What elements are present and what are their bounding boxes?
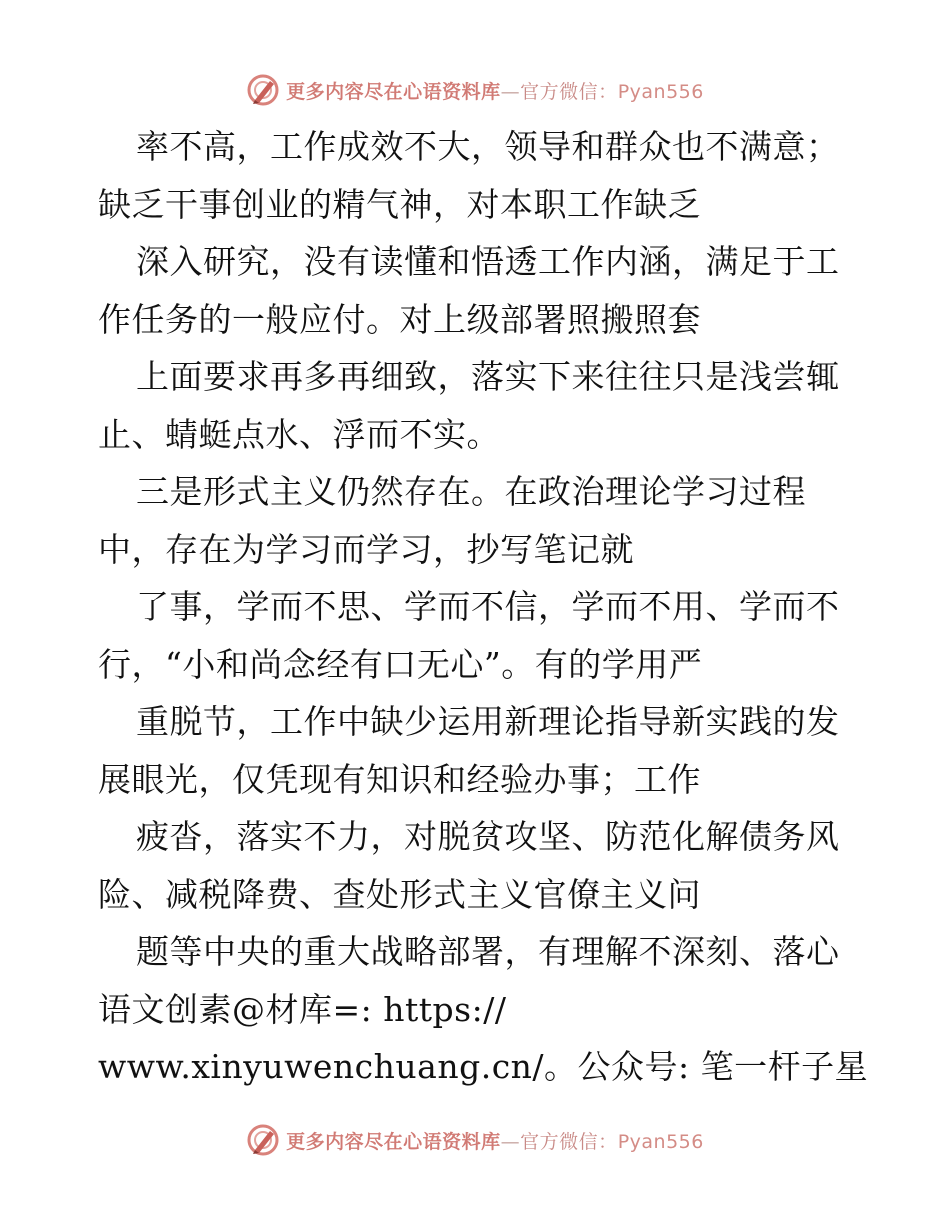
text-line: 三是形式主义仍然存在。在政治理论学习过程 xyxy=(136,472,806,511)
text-line: 了事，学而不思、学而不信，学而不用、学而不 xyxy=(136,587,840,626)
watermark-main: 更多内容尽在心语资料库 xyxy=(286,80,501,103)
text-line: 行，“小和尚念经有口无心”。有的学用严 xyxy=(98,644,703,684)
watermark-separator: — xyxy=(500,80,521,103)
watermark-main: 更多内容尽在心语资料库 xyxy=(286,1130,501,1153)
text-line: 上面要求再多再细致，落实下来往往只是浅尝辄 xyxy=(136,357,840,396)
watermark-label: 官方微信： xyxy=(520,80,618,103)
text-line: 缺乏干事创业的精气神，对本职工作缺乏 xyxy=(98,184,701,224)
text-line: 展眼光，仅凭现有知识和经验办事；工作 xyxy=(98,759,701,799)
pen-logo-icon xyxy=(246,73,280,107)
document-body xyxy=(98,118,869,1096)
text-line: 题等中央的重大战略部署，有理解不深刻、落心 xyxy=(136,932,840,971)
footer-watermark-banner xyxy=(0,1120,950,1160)
watermark-id: Pyan556 xyxy=(617,80,704,103)
watermark-text xyxy=(286,77,704,104)
text-line: 止、蜻蜓点水、浮而不实。 xyxy=(98,414,500,454)
header-watermark-banner xyxy=(0,70,950,110)
text-line: 语文创素@材库=: https:// xyxy=(98,989,507,1029)
watermark-separator: — xyxy=(500,1130,521,1153)
pen-logo-icon xyxy=(246,1123,280,1157)
text-line: 作任务的一般应付。对上级部署照搬照套 xyxy=(98,299,701,339)
watermark-id: Pyan556 xyxy=(617,1130,704,1153)
text-line: www.xinyuwenchuang.cn/。公众号: 笔一杆子星 xyxy=(98,1047,869,1086)
text-line: 疲沓，落实不力，对脱贫攻坚、防范化解债务风 xyxy=(136,817,840,856)
watermark-label: 官方微信： xyxy=(520,1130,618,1153)
text-line: 险、减税降费、查处形式主义官僚主义问 xyxy=(98,874,701,914)
watermark-text xyxy=(286,1127,704,1154)
text-line: 深入研究，没有读懂和悟透工作内涵，满足于工 xyxy=(136,242,840,281)
text-line: 中，存在为学习而学习，抄写笔记就 xyxy=(98,529,634,569)
text-line: 重脱节，工作中缺少运用新理论指导新实践的发 xyxy=(136,702,840,741)
text-line: 率不高，工作成效不大，领导和群众也不满意； xyxy=(136,127,840,166)
